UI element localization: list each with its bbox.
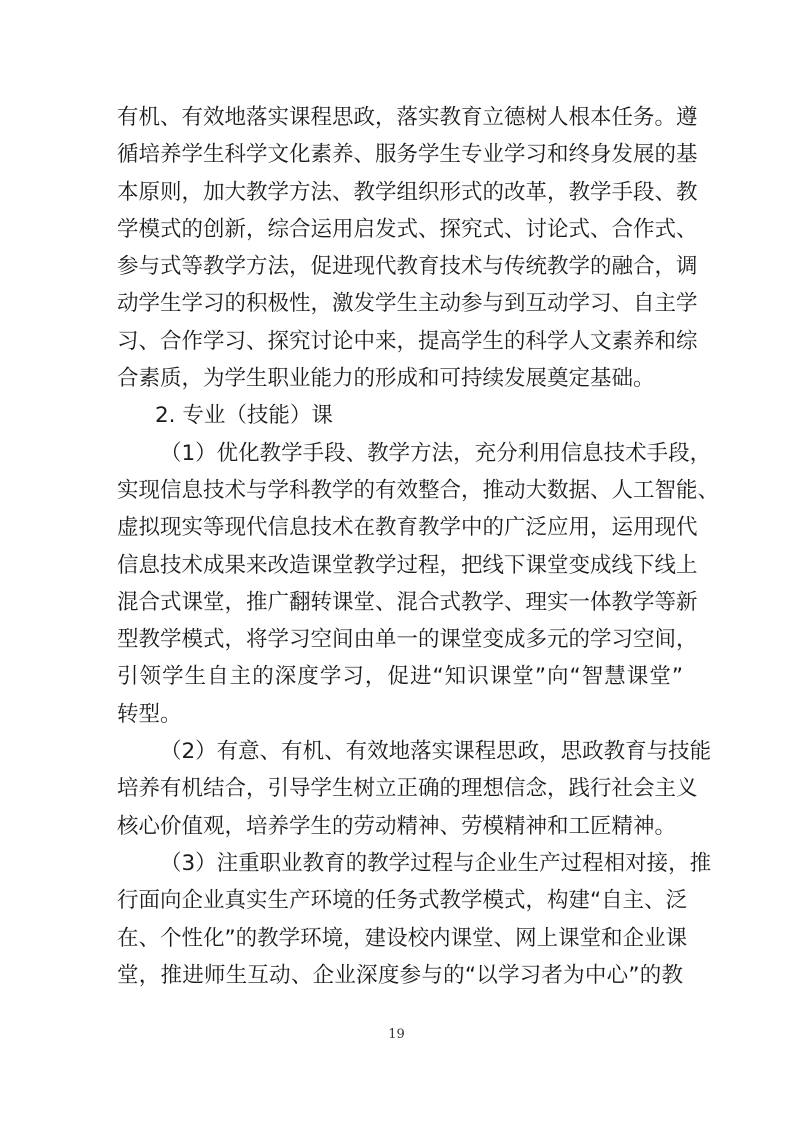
text-line: 循培养学生科学文化素养、服务学生专业学习和终身发展的基 bbox=[117, 142, 698, 168]
paragraph bbox=[117, 845, 712, 994]
document-body bbox=[117, 99, 720, 994]
text-line: 转型。 bbox=[117, 701, 182, 727]
paragraph bbox=[117, 733, 712, 845]
text-line: 核心价值观，培养学生的劳动精神、劳模精神和工匠精神。 bbox=[117, 813, 677, 839]
text-line: 行面向企业真实生产环境的任务式教学模式，构建“自主、泛 bbox=[117, 888, 688, 914]
text-line: 合素质，为学生职业能力的形成和可持续发展奠定基础。 bbox=[117, 366, 655, 392]
text-line: 动学生学习的积极性，激发学生主动参与到互动学习、自主学 bbox=[117, 291, 698, 317]
text-line: 在、个性化”的教学环境，建设校内课堂、网上课堂和企业课 bbox=[117, 925, 688, 951]
text-line: 信息技术成果来改造课堂教学过程，把线下课堂变成线下线上 bbox=[117, 552, 698, 578]
text-line: 引领学生自主的深度学习，促进“知识课堂”向“智慧课堂” bbox=[117, 664, 683, 690]
text-line: （1）优化教学手段、教学方法，充分利用信息技术手段， bbox=[160, 440, 712, 466]
section-heading bbox=[117, 397, 683, 434]
text-line: （3）注重职业教育的教学过程与企业生产过程相对接，推 bbox=[160, 850, 712, 876]
text-line: 有机、有效地落实课程思政，落实教育立德树人根本任务。遵 bbox=[117, 105, 698, 130]
paragraph bbox=[117, 99, 698, 397]
text-line: 堂，推进师生互动、企业深度参与的“以学习者为中心”的教 bbox=[117, 962, 683, 988]
page-number: 19 bbox=[388, 1027, 405, 1042]
text-line: 虚拟现实等现代信息技术在教育教学中的广泛应用，运用现代 bbox=[117, 515, 698, 541]
text-line: 型教学模式，将学习空间由单一的课堂变成多元的学习空间， bbox=[117, 627, 698, 653]
text-line: 学模式的创新，综合运用启发式、探究式、讨论式、合作式、 bbox=[117, 216, 698, 242]
text-line: 本原则，加大教学方法、教学组织形式的改革，教学手段、教 bbox=[117, 179, 698, 205]
text-line: 参与式等教学方法，促进现代教育技术与传统教学的融合，调 bbox=[117, 254, 698, 280]
text-line: 实现信息技术与学科教学的有效整合，推动大数据、人工智能、 bbox=[117, 477, 720, 503]
text-line: （2）有意、有机、有效地落实课程思政，思政教育与技能 bbox=[160, 739, 712, 765]
text-line: 混合式课堂，推广翻转课堂、混合式教学、理实一体教学等新 bbox=[117, 589, 698, 615]
paragraph bbox=[117, 435, 720, 733]
heading-text: 2. 专业（技能）课 bbox=[155, 403, 333, 429]
text-line: 培养有机结合，引导学生树立正确的理想信念，践行社会主义 bbox=[117, 776, 698, 802]
text-line: 习、合作学习、探究讨论中来，提高学生的科学人文素养和综 bbox=[117, 328, 698, 354]
